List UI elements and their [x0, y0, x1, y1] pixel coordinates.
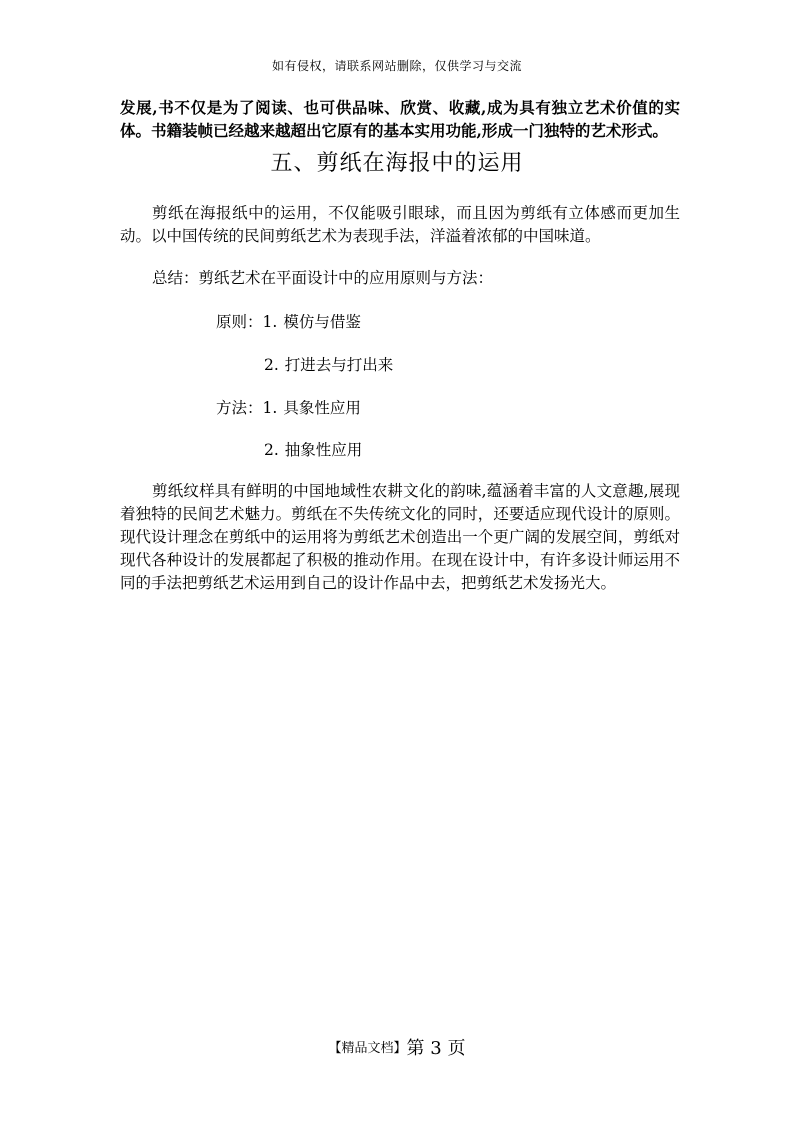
- footer-tag: 【精品文档】: [328, 1041, 407, 1056]
- principle-item-1: [216, 312, 361, 332]
- continued-paragraph: 发展,书不仅是为了阅读、也可供品味、欣赏、收藏,成为具有独立艺术价值的实体。书籍装帧已经越来越超出它原有的基本实用功能,形成一门独特的艺术形式。: [120, 98, 680, 140]
- list-text: 打进去与打出来: [284, 356, 394, 374]
- page-footer: [0, 1034, 794, 1060]
- list-number: 1.: [262, 399, 278, 417]
- summary-line: 总结：剪纸艺术在平面设计中的应用原则与方法：: [152, 269, 494, 287]
- list-number: 1.: [262, 313, 278, 331]
- page-number: 第 3 页: [406, 1038, 466, 1059]
- header-disclaimer: 如有侵权，请联系网站删除，仅供学习与交流: [271, 59, 522, 73]
- poster-paragraph: 剪纸在海报纸中的运用，不仅能吸引眼球，而且因为剪纸有立体感而更加生动。以中国传统的民间剪纸艺术为表现手法，洋溢着浓郁的中国味道。: [120, 204, 680, 245]
- list-text: 具象性应用: [283, 399, 361, 417]
- method-item-1: [216, 398, 361, 418]
- method-item-2: [264, 440, 362, 460]
- closing-paragraph: 剪纸纹样具有鲜明的中国地域性农耕文化的韵味,蕴涵着丰富的人文意趣,展现着独特的民间艺术魅力。剪纸在不失传统文化的同时，还要适应现代设计的原则。现代设计理念在剪纸中的运用将为剪纸艺术创造出一个更广阔的发展空间，剪纸对现代各种设计的发展都起了积极的推动作用。在现在设计中，有许多设计师运用不同的手法把剪纸艺术运用到自己的设计作品中去，把剪纸艺术发扬光大。: [120, 482, 680, 592]
- list-number: 2.: [264, 356, 279, 374]
- list-text: 模仿与借鉴: [283, 313, 361, 331]
- section-heading: 五、剪纸在海报中的运用: [270, 151, 524, 176]
- principle-item-2: [264, 355, 393, 375]
- list-text: 抽象性应用: [284, 441, 363, 459]
- methods-label: 方法：: [216, 399, 263, 417]
- principles-label: 原则：: [216, 313, 263, 331]
- list-number: 2.: [264, 441, 279, 459]
